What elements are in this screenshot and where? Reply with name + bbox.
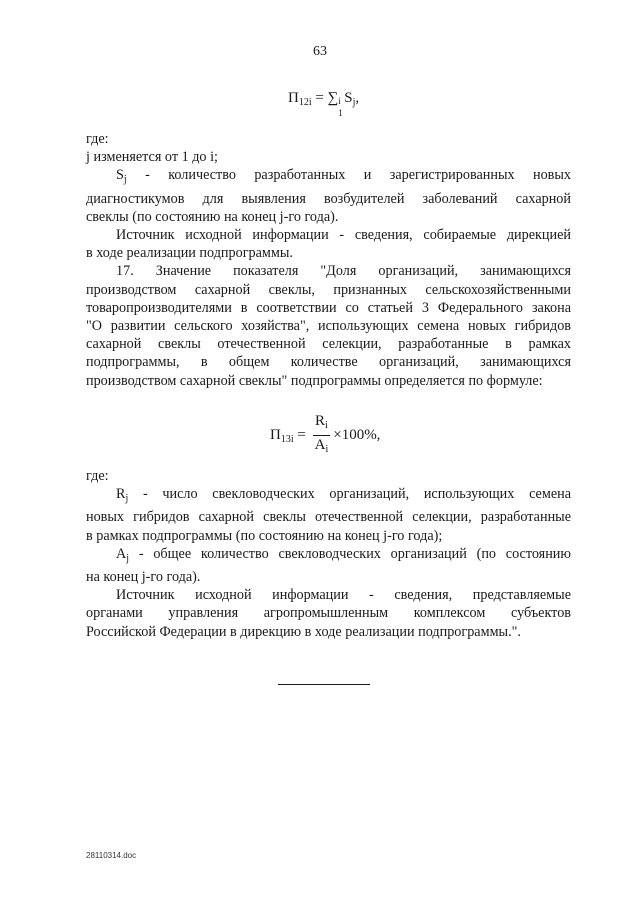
formula-p13-numerator bbox=[313, 412, 330, 436]
formula-p12 bbox=[288, 90, 360, 118]
source2-line-2: органами управления агропромышленным комплексом субъектов bbox=[86, 605, 571, 622]
formula-p12-lower: 1 bbox=[338, 108, 343, 118]
formula-p12-s: S bbox=[344, 90, 353, 106]
page-number: 63 bbox=[313, 44, 327, 59]
r-definition-line-3: в рамках подпрограммы (по состоянию на конец j-го года); bbox=[86, 527, 443, 544]
paragraph-17-line-3: товаропроизводителями в соответствии со статьей 3 Федерального закона bbox=[86, 299, 571, 316]
a-definition-text-1: - общее количество свекловодческих организаций (по состоянию bbox=[129, 545, 571, 562]
r-variable-sub: j bbox=[125, 493, 129, 505]
formula-p13-denominator bbox=[313, 436, 331, 459]
formula-p12-sum: ∑ bbox=[327, 90, 339, 106]
s-definition-line-2: диагностикумов для выявления возбудителей заболеваний сахарной bbox=[86, 190, 571, 207]
a-definition-line-2: на конец j-го года). bbox=[86, 569, 201, 586]
s-definition-text-1: - количество разработанных и зарегистрированных новых bbox=[126, 167, 571, 184]
formula-p12-equals: = bbox=[315, 90, 324, 106]
paragraph-17-line-2: производством сахарной свеклы, признанных сельскохозяйственными bbox=[86, 281, 571, 298]
where-label-1: где: bbox=[86, 131, 109, 147]
formula-p12-tail: , bbox=[355, 90, 360, 106]
formula-p13-num-sub: i bbox=[325, 420, 328, 431]
formula-p13-den-sub: i bbox=[325, 444, 329, 455]
paragraph-17-line-4: "О развитии сельского хозяйства", использующих семена новых гибридов bbox=[86, 318, 571, 335]
paragraph-17-line-5: сахарной свеклы отечественной селекции, разработанные в рамках bbox=[86, 336, 571, 353]
formula-p13-equals: = bbox=[297, 426, 306, 443]
s-variable: S bbox=[116, 167, 124, 184]
formula-p12-index: 12i bbox=[298, 97, 312, 108]
source2-line-1: Источник исходной информации - сведения, представляемые bbox=[116, 587, 571, 604]
formula-p12-s-sub: j bbox=[352, 97, 356, 108]
formula-p13-percent: 100%, bbox=[341, 426, 381, 443]
text-block-1 bbox=[86, 130, 571, 390]
formula-p13-symbol: П bbox=[270, 426, 281, 443]
formula-p13 bbox=[270, 412, 380, 459]
formula-p13-index: 13i bbox=[280, 433, 294, 445]
r-definition-line-1 bbox=[86, 485, 571, 508]
j-range-line: j изменяется от 1 до i; bbox=[86, 149, 218, 166]
s-variable-sub: j bbox=[123, 174, 127, 186]
paragraph-17-line-7: производством сахарной свеклы" подпрограммы определяется по формуле: bbox=[86, 372, 543, 389]
a-variable: A bbox=[116, 545, 127, 562]
text-block-2 bbox=[86, 467, 571, 641]
formula-p13-times: × bbox=[333, 426, 342, 443]
r-definition-line-2: новых гибридов сахарной свеклы отечественной селекции, разработанные bbox=[86, 509, 571, 526]
formula-p12-symbol: П bbox=[288, 90, 299, 106]
s-definition-line-3: свеклы (по состоянию на конец j-го года). bbox=[86, 208, 339, 225]
paragraph-17-line-1: 17. Значение показателя "Доля организаций, занимающихся bbox=[116, 263, 571, 280]
where-label-2: где: bbox=[86, 468, 109, 484]
r-definition-text-1: - число свекловодческих организаций, использующих семена bbox=[128, 486, 571, 503]
source-line-1: Источник исходной информации - сведения, собираемые дирекцией bbox=[116, 227, 571, 244]
document-code: 28110314.doc bbox=[86, 851, 137, 860]
a-variable-sub: j bbox=[126, 552, 130, 564]
formula-p13-num-var: R bbox=[315, 413, 326, 429]
r-variable: R bbox=[116, 486, 126, 503]
formula-p12-upper: i bbox=[338, 96, 341, 106]
formula-p13-den-var: A bbox=[314, 437, 326, 453]
source2-line-3: Российской Федерации в дирекцию в ходе реализации подпрограммы.". bbox=[86, 623, 521, 640]
formula-p13-fraction bbox=[313, 412, 331, 459]
paragraph-17-line-6: подпрограммы, в общем количестве организаций, занимающихся bbox=[86, 354, 571, 371]
a-definition-line-1 bbox=[86, 545, 571, 568]
s-definition-line-1 bbox=[86, 166, 571, 189]
closing-divider bbox=[278, 684, 370, 685]
source-line-2: в ходе реализации подпрограммы. bbox=[86, 245, 293, 262]
